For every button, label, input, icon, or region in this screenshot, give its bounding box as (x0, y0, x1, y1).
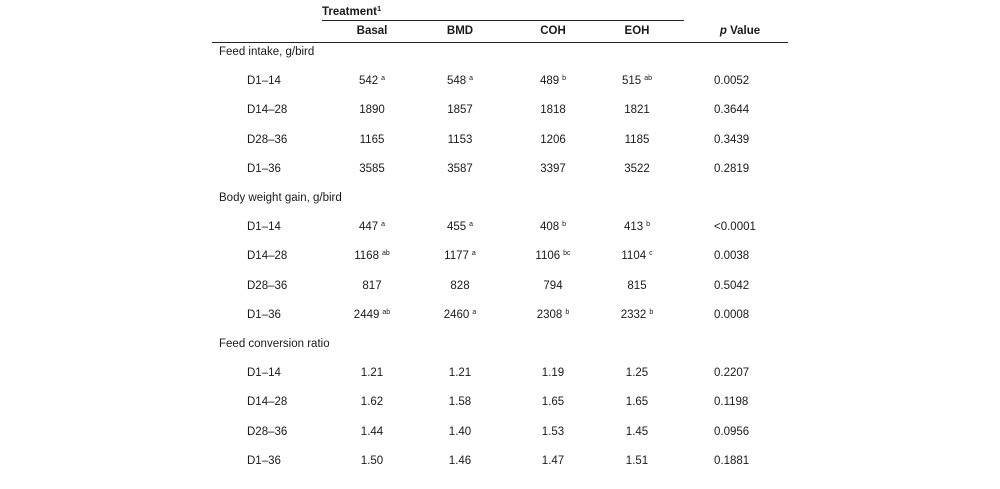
cell-value: 447 (358, 221, 379, 234)
table-cell (327, 221, 417, 233)
table-cell (327, 309, 417, 321)
table-cell (415, 221, 505, 233)
cell-value: 1.51 (625, 454, 649, 467)
column-header-coh: COH (540, 25, 566, 37)
table-cell (508, 104, 598, 116)
table-cell (415, 455, 505, 467)
column-header-p-value (700, 25, 780, 37)
table-cell (327, 367, 417, 379)
table-cell (508, 163, 598, 175)
significance-superscript: b (565, 308, 570, 316)
significance-superscript: a (469, 75, 474, 83)
p-value-cell: 0.0038 (714, 250, 750, 263)
cell-value: 1.44 (360, 425, 384, 438)
significance-superscript: a (381, 75, 386, 83)
significance-superscript: b (646, 221, 651, 229)
cell-value: 1.47 (541, 454, 565, 467)
cell-value: 1.50 (360, 454, 384, 467)
table-cell (415, 250, 505, 262)
table-cell (508, 280, 598, 292)
cell-value: 1821 (624, 104, 650, 117)
cell-value: 794 (543, 279, 563, 292)
column-header-basal: Basal (356, 25, 388, 37)
p-value-cell: 0.2819 (714, 162, 750, 175)
cell-value: 1177 (444, 250, 469, 263)
cell-value: 815 (627, 279, 647, 292)
significance-superscript: a (469, 221, 474, 229)
significance-superscript: b (562, 75, 567, 83)
significance-superscript: ab (382, 308, 391, 316)
cell-value: 408 (539, 221, 560, 234)
cell-value: 489 (539, 75, 560, 88)
significance-superscript: b (649, 308, 654, 316)
cell-value: 3587 (447, 162, 473, 175)
cell-value: 455 (446, 221, 467, 234)
cell-value: 548 (446, 75, 467, 88)
table-cell (327, 104, 417, 116)
table-cell (415, 163, 505, 175)
cell-value: 1.21 (448, 367, 472, 380)
table-cell (592, 163, 682, 175)
cell-value: 1.45 (625, 425, 649, 438)
cell-value: 413 (623, 221, 644, 234)
row-label: D28–36 (247, 425, 288, 438)
p-value-cell: 0.3439 (714, 133, 750, 146)
p-value-italic: p (719, 25, 727, 37)
cell-value: 1.21 (360, 367, 384, 380)
table-cell (592, 309, 682, 321)
cell-value: 1857 (447, 104, 473, 117)
table-cell (415, 104, 505, 116)
row-label: D1–14 (247, 221, 281, 234)
cell-value: 1106 (535, 250, 561, 263)
row-label: D14–28 (247, 250, 288, 263)
table-cell (592, 396, 682, 408)
table-cell (415, 396, 505, 408)
table-cell (592, 104, 682, 116)
cell-value: 1890 (359, 104, 385, 117)
row-label: D1–36 (247, 162, 281, 175)
table-cell (508, 426, 598, 438)
section-title: Feed conversion ratio (219, 338, 330, 350)
p-value-cell: 0.2207 (714, 367, 750, 380)
table-cell (508, 396, 598, 408)
table-cell (508, 75, 598, 87)
p-value-cell: 0.5042 (714, 279, 750, 292)
cell-value: 817 (362, 279, 382, 292)
cell-value: 1153 (447, 133, 473, 146)
table-cell (592, 221, 682, 233)
section-title: Body weight gain, g/bird (219, 192, 342, 204)
table-cell (592, 75, 682, 87)
header-bottom-rule (212, 42, 788, 43)
column-header-eoh: EOH (624, 25, 650, 37)
treatment-rule (322, 20, 684, 21)
table-cell (592, 280, 682, 292)
cell-value: 2449 (353, 308, 380, 321)
cell-value: 1.19 (541, 367, 565, 380)
table-cell (508, 309, 598, 321)
table-cell (508, 134, 598, 146)
cell-value: 828 (450, 279, 470, 292)
cell-value: 1.58 (448, 396, 472, 409)
p-value-cell: 0.0052 (714, 75, 750, 88)
cell-value: 1.65 (625, 396, 649, 409)
treatment-header-text: Treatment (322, 6, 377, 18)
significance-superscript: c (649, 250, 653, 258)
table-cell (327, 134, 417, 146)
significance-superscript: b (562, 221, 567, 229)
cell-value: 542 (358, 75, 379, 88)
table-cell (327, 426, 417, 438)
p-value-cell: 0.0956 (714, 425, 750, 438)
significance-superscript: a (381, 221, 386, 229)
p-value-label-rest: Value (726, 25, 761, 37)
cell-value: 3522 (624, 162, 650, 175)
cell-value: 1.40 (448, 425, 472, 438)
table-cell (508, 221, 598, 233)
treatment-header (322, 4, 381, 18)
p-value-cell: <0.0001 (714, 221, 756, 234)
cell-value: 1168 (354, 250, 379, 263)
table-cell (415, 75, 505, 87)
row-label: D1–36 (247, 308, 281, 321)
p-value-cell: 0.1198 (714, 396, 749, 409)
p-value-cell: 0.1881 (714, 454, 750, 467)
row-label: D1–14 (247, 367, 281, 380)
cell-value: 1.53 (541, 425, 565, 438)
cell-value: 2308 (536, 308, 563, 321)
row-label: D28–36 (247, 279, 288, 292)
cell-value: 1.65 (541, 396, 565, 409)
table-cell (415, 367, 505, 379)
table-cell (327, 75, 417, 87)
cell-value: 2460 (443, 308, 470, 321)
cell-value: 1104 (621, 250, 647, 263)
table-cell (415, 426, 505, 438)
table-cell (592, 250, 682, 262)
cell-value: 2332 (620, 308, 647, 321)
table-cell (592, 455, 682, 467)
table-cell (327, 250, 417, 262)
table-cell (508, 367, 598, 379)
cell-value: 1.62 (360, 396, 384, 409)
table-cell (508, 455, 598, 467)
treatment-footnote-marker: 1 (376, 4, 382, 13)
table-cell (415, 280, 505, 292)
significance-superscript: a (471, 250, 476, 258)
cell-value: 1.25 (625, 367, 649, 380)
row-label: D28–36 (247, 133, 288, 146)
p-value-cell: 0.3644 (714, 104, 750, 117)
row-label: D1–36 (247, 454, 281, 467)
table-cell (415, 134, 505, 146)
cell-value: 515 (622, 75, 642, 88)
significance-superscript: ab (381, 250, 390, 258)
column-header-bmd: BMD (446, 25, 474, 37)
cell-value: 1206 (540, 133, 566, 146)
cell-value: 3585 (359, 162, 385, 175)
section-title: Feed intake, g/bird (219, 46, 315, 58)
table-cell (327, 396, 417, 408)
cell-value: 1185 (624, 133, 650, 146)
row-label: D14–28 (247, 396, 288, 409)
p-value-cell: 0.0008 (714, 308, 750, 321)
table-cell (327, 280, 417, 292)
row-label: D14–28 (247, 104, 288, 117)
table-cell (327, 163, 417, 175)
significance-superscript: a (472, 308, 477, 316)
table-cell (508, 250, 598, 262)
cell-value: 1.46 (448, 454, 472, 467)
cell-value: 1165 (359, 133, 385, 146)
cell-value: 1818 (540, 104, 566, 117)
table-cell (415, 309, 505, 321)
row-label: D1–14 (247, 75, 281, 88)
table-cell (592, 426, 682, 438)
table-cell (592, 367, 682, 379)
cell-value: 3397 (540, 162, 566, 175)
table-cell (327, 455, 417, 467)
significance-superscript: bc (563, 250, 571, 258)
table-cell (592, 134, 682, 146)
significance-superscript: ab (644, 75, 652, 83)
